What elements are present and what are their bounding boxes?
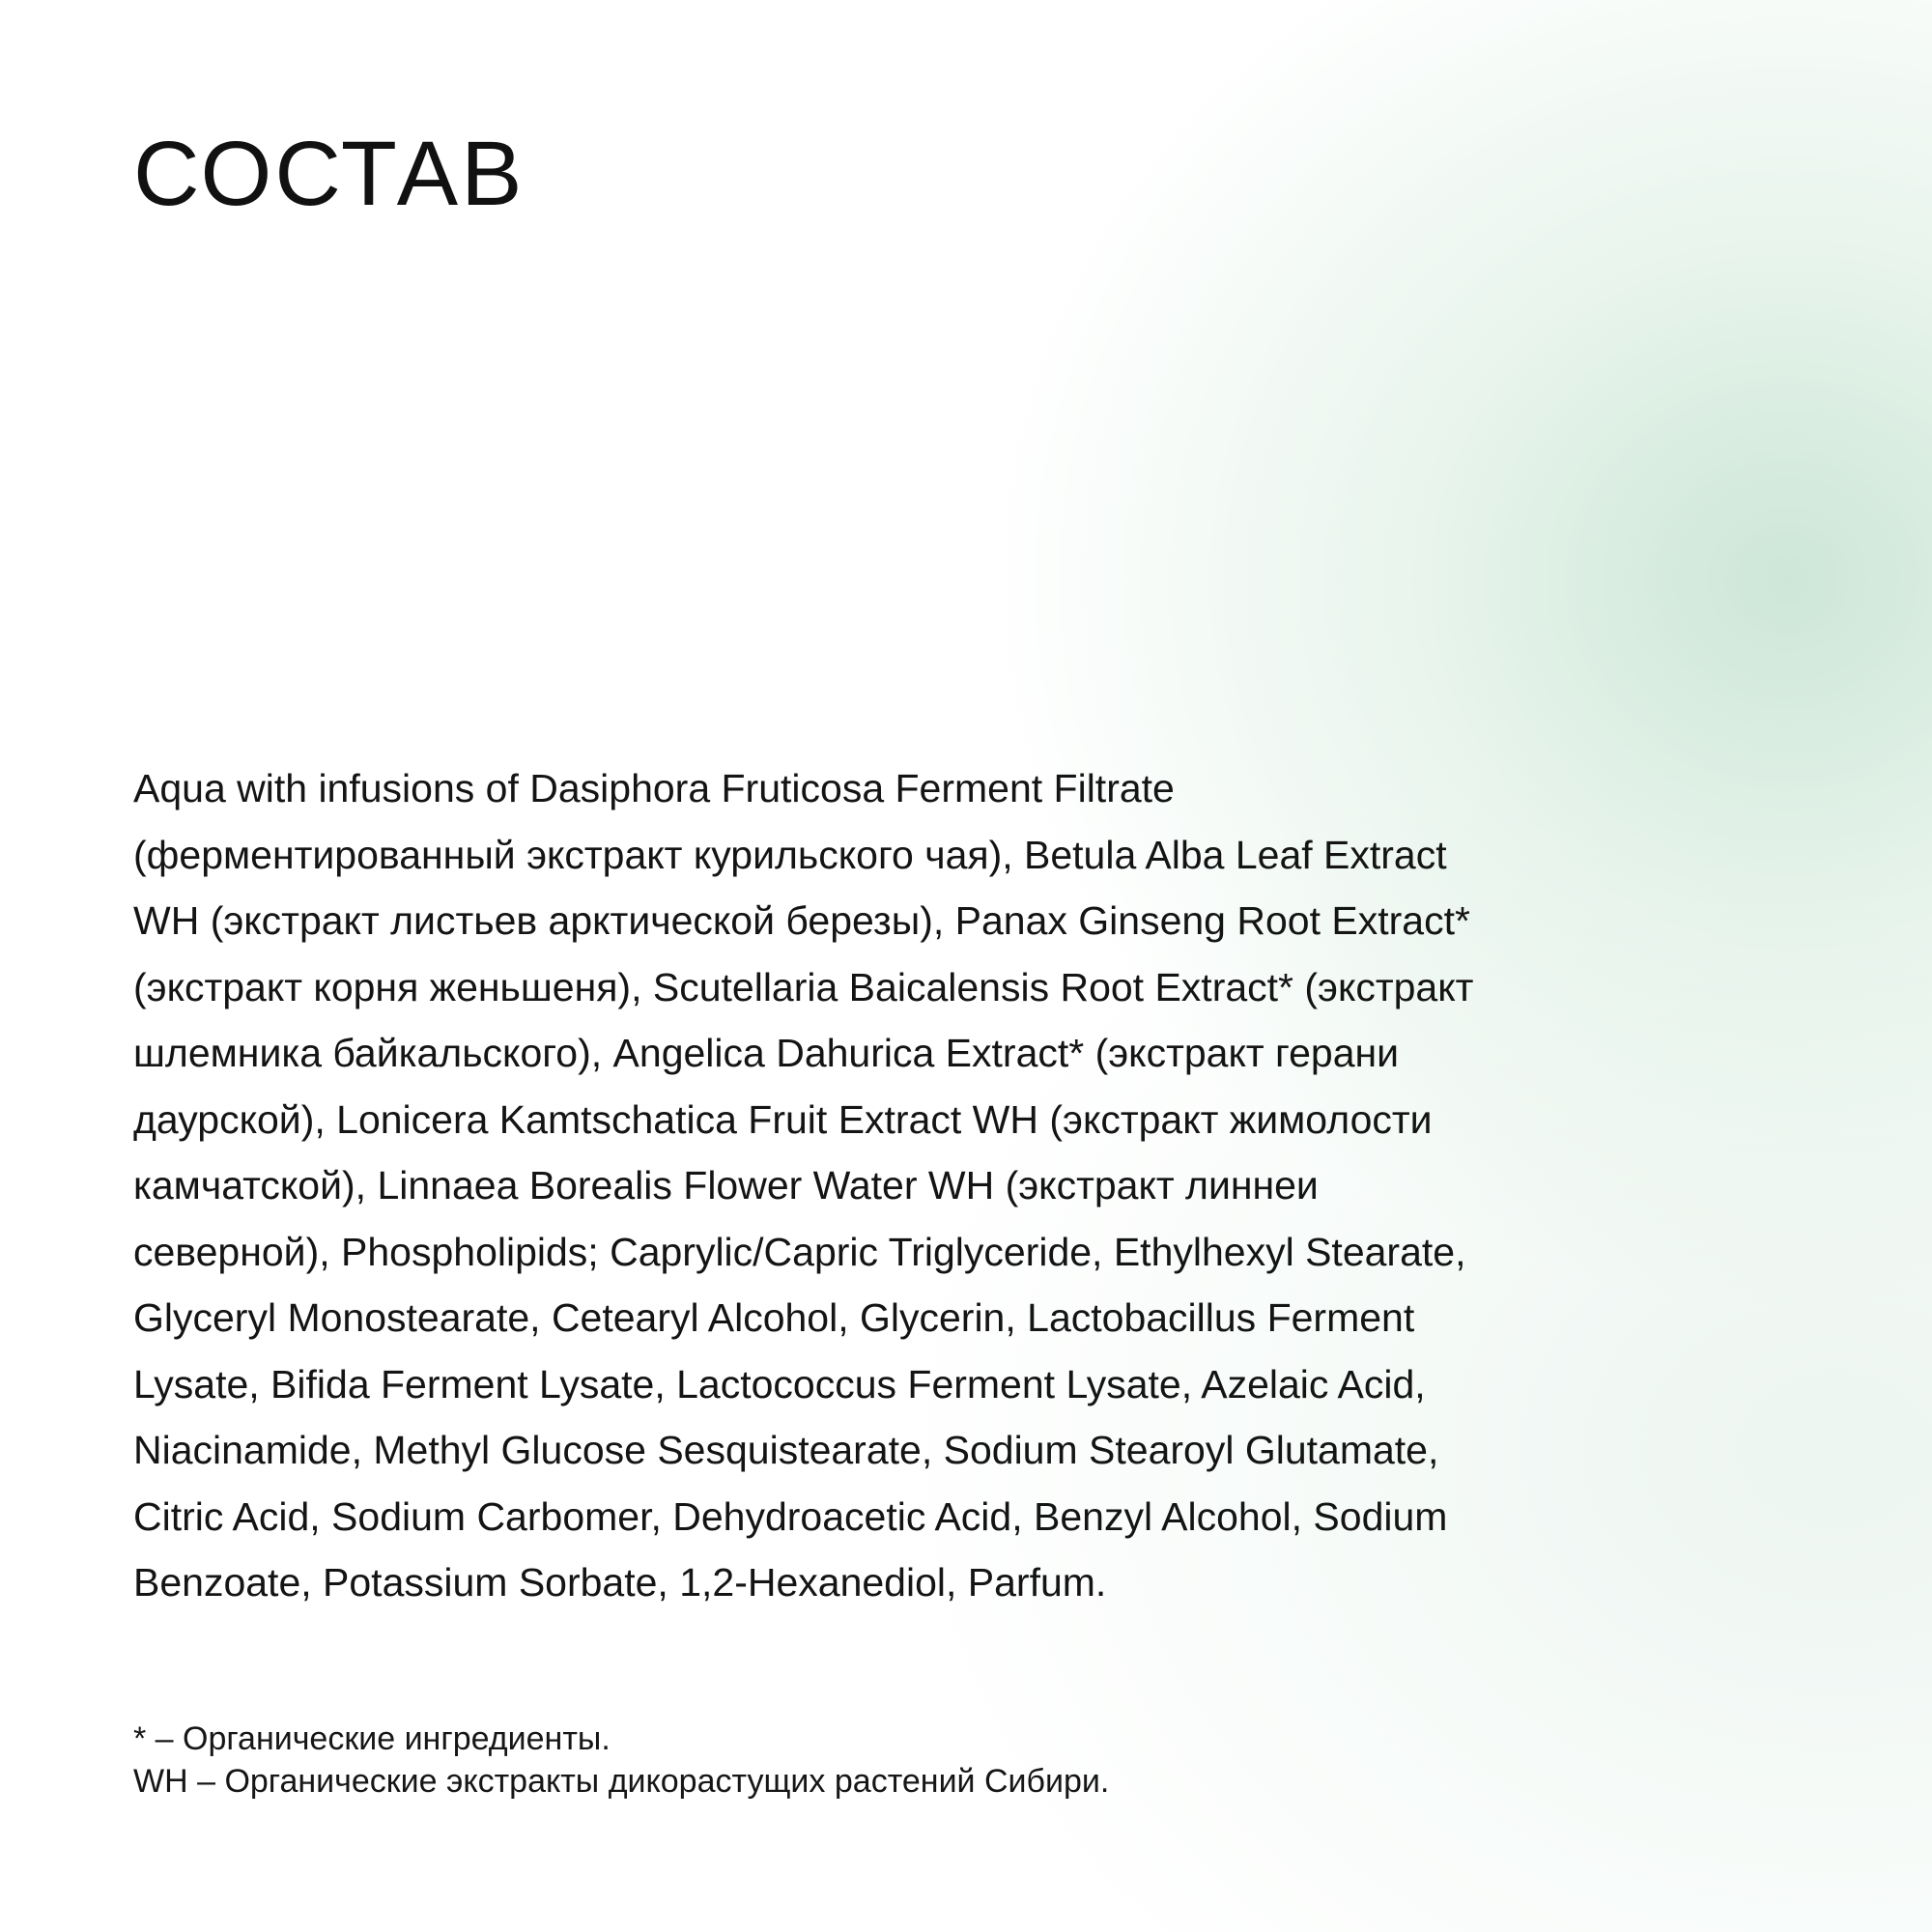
footnotes	[133, 1718, 1109, 1803]
ingredients-line: даурской), Lonicera Kamtschatica Fruit Extract WH (экстракт жимолости	[133, 1096, 1433, 1142]
ingredients-line: (ферментированный экстракт курильского чая), Betula Alba Leaf Extract	[133, 832, 1447, 877]
ingredients-line: камчатской), Linnaea Borealis Flower Water WH (экстракт линнеи	[133, 1163, 1319, 1208]
ingredients-line: Niacinamide, Methyl Glucose Sesquistearate, Sodium Stearoyl Glutamate,	[133, 1428, 1439, 1472]
footnote-wild-harvest: WH – Органические экстракты дикорастущих растений Сибири.	[133, 1763, 1110, 1800]
ingredients-line: Benzoate, Potassium Sorbate, 1,2-Hexanediol, Parfum.	[133, 1560, 1107, 1605]
page-title: СОСТАВ	[133, 123, 526, 225]
ingredients-line: Glyceryl Monostearate, Cetearyl Alcohol, Glycerin, Lactobacillus Ferment	[133, 1295, 1415, 1340]
ingredients-line: (экстракт корня женьшеня), Scutellaria Baicalensis Root Extract* (экстракт	[133, 964, 1474, 1009]
ingredients-line: Citric Acid, Sodium Carbomer, Dehydroacetic Acid, Benzyl Alcohol, Sodium	[133, 1493, 1448, 1539]
ingredients-line: WH (экстракт листьев арктической березы), Panax Ginseng Root Extract*	[133, 898, 1470, 943]
ingredients-line: Aqua with infusions of Dasiphora Fruticosa Ferment Filtrate	[133, 766, 1175, 810]
ingredients-line: шлемника байкальского), Angelica Dahurica Extract* (экстракт герани	[133, 1031, 1400, 1075]
footnote-organic: * – Органические ингредиенты.	[133, 1720, 611, 1757]
ingredients-line: северной), Phospholipids; Caprylic/Capric Triglyceride, Ethylhexyl Stearate,	[133, 1229, 1466, 1274]
ingredients-list	[133, 755, 1833, 1616]
ingredients-line: Lysate, Bifida Ferment Lysate, Lactococcus Ferment Lysate, Azelaic Acid,	[133, 1361, 1426, 1406]
